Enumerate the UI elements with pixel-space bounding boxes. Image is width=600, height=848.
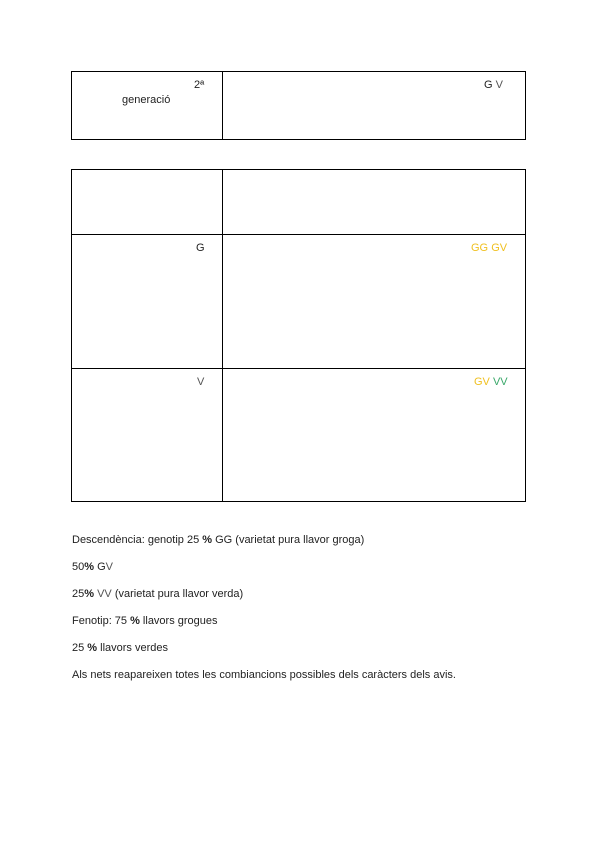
row2-gamete: V: [197, 376, 205, 388]
percent-sign: %: [87, 642, 98, 654]
gamete-g: G: [484, 79, 493, 91]
generation-table-divider: [222, 71, 223, 140]
offspring-gv-2: GV: [474, 376, 490, 388]
phenotype-line: [72, 615, 218, 627]
green-number: 25: [72, 642, 88, 654]
cross-table: [71, 169, 526, 502]
percent-sign: %: [202, 534, 213, 546]
gamete-header: [484, 79, 503, 91]
cross-table-row-divider-1: [71, 234, 526, 235]
offspring-gv-1: GV: [491, 242, 508, 254]
phenotype-green: llavors verdes: [97, 642, 168, 654]
gv-number: 50: [72, 561, 85, 573]
gamete-v: V: [495, 79, 503, 91]
row2-offspring: [474, 376, 508, 388]
cross-table-row-divider-2: [71, 368, 526, 369]
offspring-gg: GG: [471, 242, 489, 254]
row1-offspring: [471, 242, 507, 254]
percent-sign: %: [84, 588, 95, 600]
gv-v: V: [105, 561, 113, 573]
percent-sign: %: [84, 561, 95, 573]
row1-gamete: G: [196, 242, 205, 254]
phenotype-prefix: Fenotip: 75: [72, 615, 131, 627]
generation-label: generació: [122, 94, 171, 106]
conclusion-line: Als nets reapareixen totes les combiancions possibles dels caràcters dels avis.: [72, 669, 456, 681]
gv-g: G: [94, 561, 106, 573]
vv-genotype: VV: [94, 588, 112, 600]
phenotype-green-line: [72, 642, 168, 654]
descendancy-note: (varietat pura llavor groga): [235, 534, 365, 546]
genotype-vv-line: [72, 588, 243, 600]
descendancy-line: [72, 534, 364, 546]
cross-table-divider: [222, 169, 223, 502]
generation-number: 2ª: [194, 79, 205, 91]
vv-number: 25: [72, 588, 85, 600]
offspring-vv: VV: [492, 376, 508, 388]
descendancy-prefix: Descendència: genotip 25: [72, 534, 203, 546]
vv-note: (varietat pura llavor verda): [111, 588, 244, 600]
genotype-gg: GG: [212, 534, 236, 546]
percent-sign: %: [130, 615, 140, 627]
phenotype-yellow: llavors grogues: [139, 615, 218, 627]
genotype-gv-line: [72, 561, 113, 573]
